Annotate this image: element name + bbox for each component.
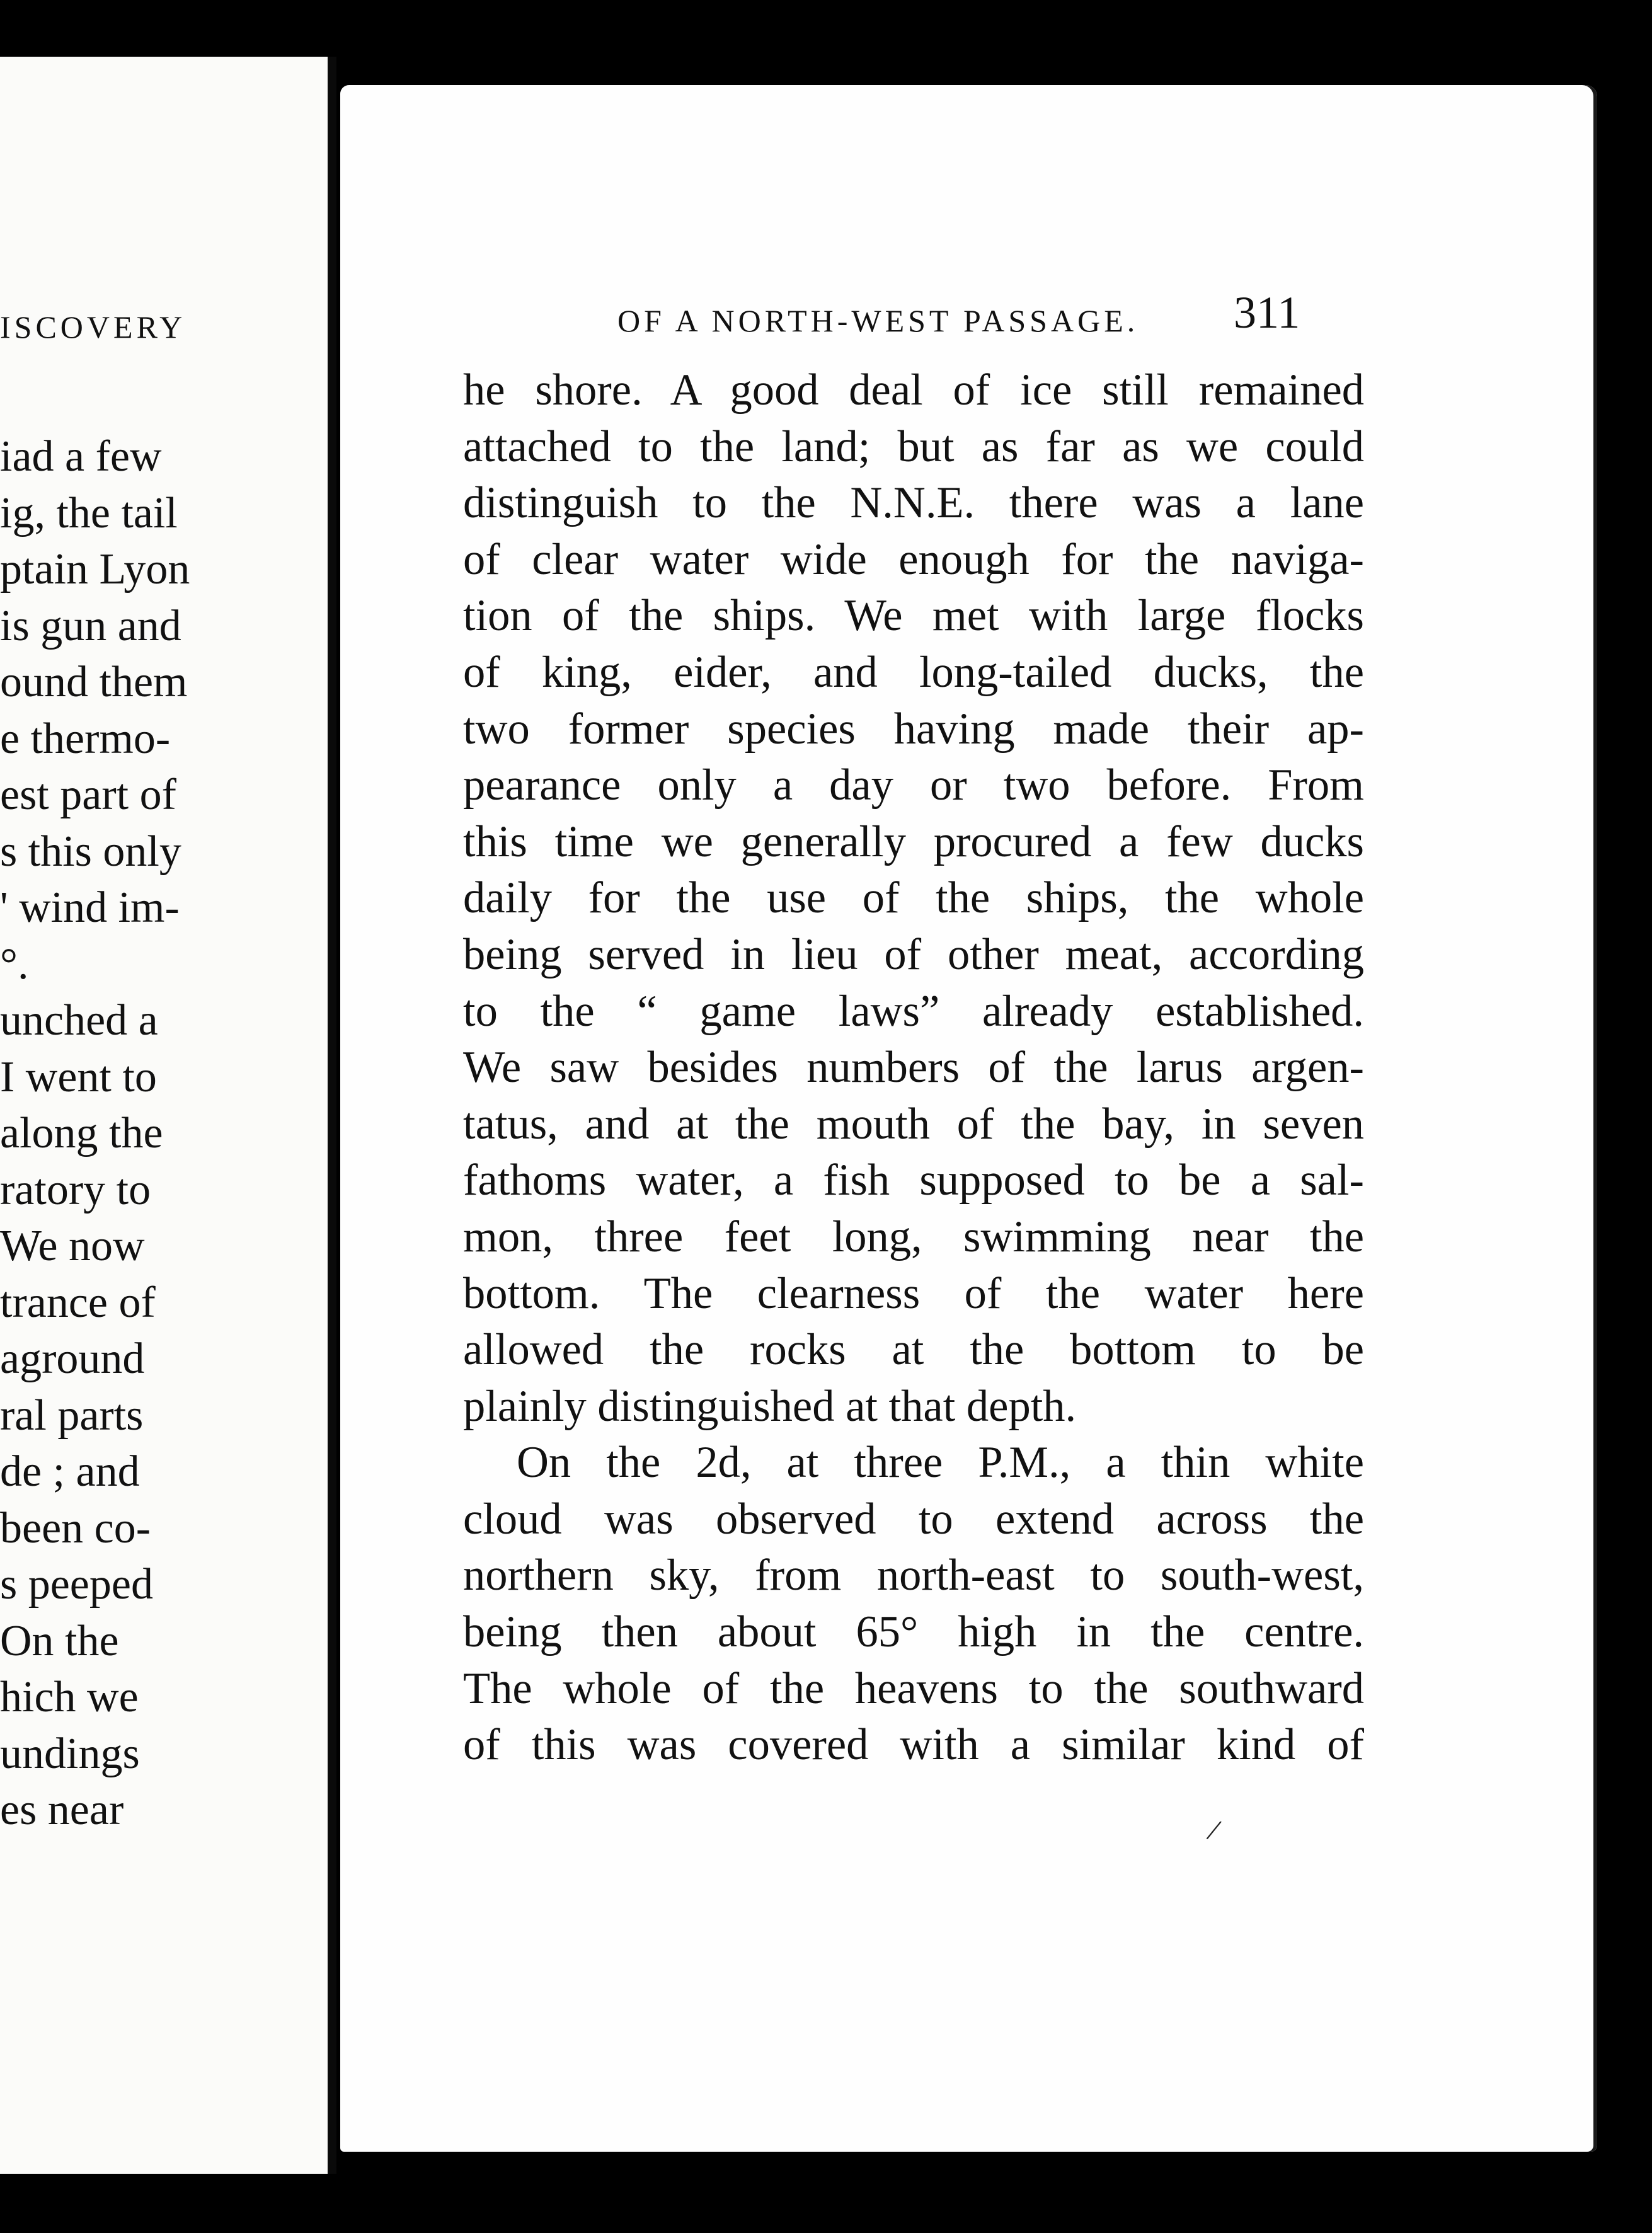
left-line: ound them [0, 658, 188, 706]
left-line: I went to [0, 1052, 157, 1101]
text-line: two former species having made their ap- [463, 704, 1364, 754]
left-line: trance of [0, 1278, 156, 1327]
left-line: On the [0, 1616, 119, 1665]
left-facing-page [0, 57, 336, 2174]
left-line: ' wind im- [0, 883, 180, 932]
left-line: iad a few [0, 432, 162, 481]
text-line: On the 2d, at three P.M., a thin white [517, 1438, 1364, 1488]
page-number: 311 [1234, 287, 1300, 338]
text-line: mon, three feet long, swimming near the [463, 1212, 1364, 1261]
left-line: °. [0, 939, 29, 989]
body-text [463, 362, 1364, 1774]
left-line: ral parts [0, 1391, 144, 1440]
text-line: bottom. The clearness of the water here [463, 1268, 1364, 1318]
text-line: fathoms water, a fish supposed to be a sal- [463, 1156, 1364, 1205]
text-line: cloud was observed to extend across the [463, 1494, 1364, 1544]
left-text-block [0, 428, 190, 1839]
right-page [340, 85, 1597, 2152]
text-line: being served in lieu of other meat, according [463, 929, 1364, 979]
text-line: northern sky, from north-east to south-west, [463, 1551, 1364, 1600]
text-line: tion of the ships. We met with large flocks [463, 591, 1364, 641]
left-line: de ; and [0, 1447, 140, 1496]
running-head: OF A NORTH-WEST PASSAGE. [617, 303, 1139, 338]
text-line: attached to the land; but as far as we could [463, 422, 1364, 471]
left-line: ratory to [0, 1165, 151, 1214]
text-line: he shore. A good deal of ice still remained [463, 365, 1364, 415]
left-line: hich we [0, 1673, 139, 1721]
left-line: along the [0, 1109, 163, 1157]
text-line: being then about 65° high in the centre. [463, 1607, 1364, 1657]
stray-mark: / [1203, 1811, 1225, 1848]
left-line: unched a [0, 996, 158, 1045]
left-line: s this only [0, 827, 181, 876]
left-line: e thermo- [0, 714, 171, 763]
left-line: been co- [0, 1503, 151, 1553]
left-line: We now [0, 1222, 145, 1270]
left-line: es near [0, 1786, 124, 1834]
text-line: of this was covered with a similar kind of [463, 1720, 1364, 1770]
left-running-head: ISCOVERY [0, 309, 186, 345]
left-line: undings [0, 1729, 140, 1778]
text-line: this time we generally procured a few ducks [463, 817, 1364, 866]
text-line: We saw besides numbers of the larus argen- [463, 1043, 1364, 1093]
text-line: to the “ game laws” already established. [463, 986, 1364, 1036]
text-line: plainly distinguished at that depth. [463, 1381, 1077, 1431]
left-line: is gun and [0, 601, 181, 650]
text-line: allowed the rocks at the bottom to be [463, 1325, 1364, 1375]
left-line: aground [0, 1335, 145, 1383]
left-line: ig, the tail [0, 488, 178, 537]
text-line: distinguish to the N.N.E. there was a lane [463, 478, 1364, 528]
text-line: The whole of the heavens to the southward [463, 1663, 1364, 1713]
text-line: of king, eider, and long-tailed ducks, the [463, 647, 1364, 697]
text-line: tatus, and at the mouth of the bay, in seven [463, 1099, 1364, 1149]
text-line: daily for the use of the ships, the whole [463, 873, 1364, 923]
left-line: ptain Lyon [0, 545, 190, 594]
left-line: est part of [0, 771, 176, 819]
left-line: s peeped [0, 1560, 153, 1609]
text-line: of clear water wide enough for the naviga- [463, 534, 1364, 584]
text-line: pearance only a day or two before. From [463, 761, 1364, 810]
